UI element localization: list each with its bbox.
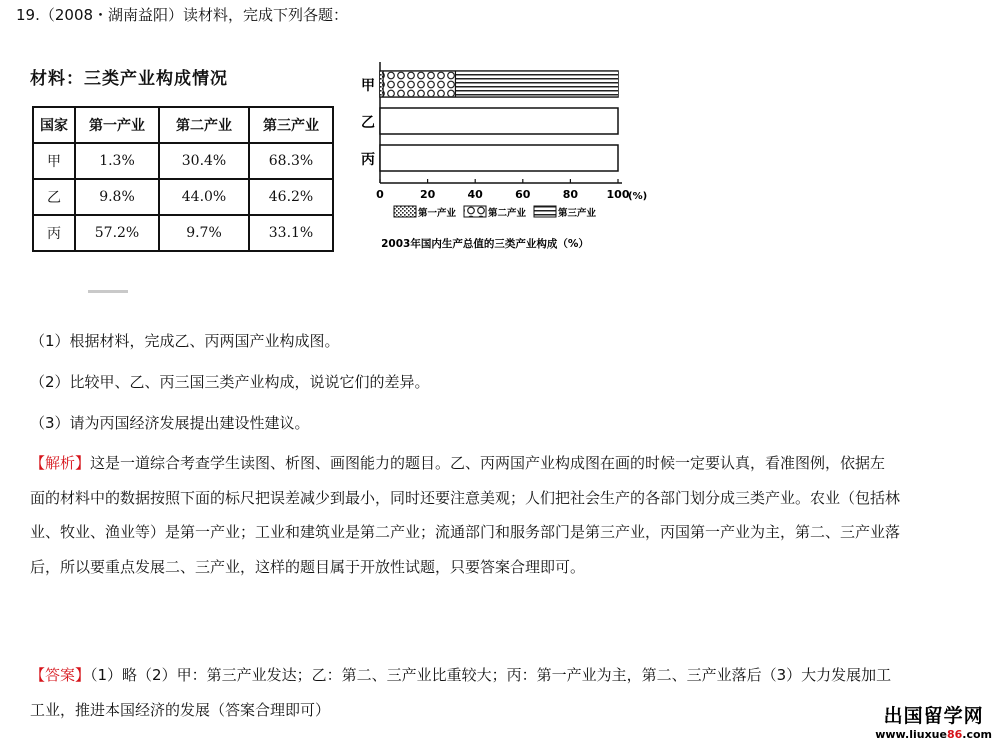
question-item: （3）请为丙国经济发展提出建设性建议。 (30, 414, 310, 432)
category-label: 丙 (361, 152, 375, 168)
question-item: （2）比较甲、乙、丙三国三类产业构成，说说它们的差异。 (30, 373, 430, 391)
answer-tag: 【答案】 (30, 666, 91, 684)
material-title: 材料：三类产业构成情况 (30, 69, 228, 89)
industry-table (32, 106, 334, 252)
table-header-row (33, 107, 333, 143)
x-tick-label: 20 (419, 188, 436, 201)
analysis-tag: 【解析】 (30, 454, 91, 472)
scan-smudge (88, 290, 128, 293)
x-axis-unit: (%) (628, 191, 648, 202)
site-watermark (875, 701, 992, 741)
bar-frame (380, 108, 618, 134)
table-cell: 甲 (33, 143, 75, 179)
table-cell: 57.2% (75, 215, 159, 251)
analysis-paragraph (30, 446, 900, 584)
answer-text: （1）略（2）甲：第三产业发达；乙：第二、三产业比重较大；丙：第一产业为主，第二、三产业落后（3）大力发展加工工业，推进本国经济的发展（答案合理即可） (30, 666, 892, 719)
table-header-cell: 国家 (33, 107, 75, 143)
x-tick-label: 80 (562, 188, 579, 201)
analysis-text: 这是一道综合考查学生读图、析图、画图能力的题目。乙、丙两国产业构成图在画的时候一定要认真，看准图例，依据左面的材料中的数据按照下面的标尺把误差减少到最小，同时还要注意美观；人们把社会生产的各部门划分成三类产业。农业（包括林业、牧业、渔业等）是第一产业；工业和建筑业是第二产业；流通部门和服务部门是第三产业，丙国第一产业为主，第二、三产业落后，所以要重点发展二、三产业，这样的题目属于开放性试题，只要答案合理即可。 (30, 454, 901, 576)
table-row (33, 143, 333, 179)
watermark-url: www.liuxue86.com (875, 728, 992, 741)
table-row (33, 215, 333, 251)
x-tick-label: 100 (606, 188, 630, 201)
legend-label: 第三产业 (558, 208, 597, 219)
legend-label: 第一产业 (418, 208, 457, 219)
legend-swatch (534, 206, 556, 217)
x-tick-label: 60 (515, 188, 531, 201)
chart-title: 2003年国内生产总值的三类产业构成（%） (381, 238, 589, 250)
question-item: （1）根据材料，完成乙、丙两国产业构成图。 (30, 332, 340, 350)
watermark-title: 出国留学网 (883, 705, 984, 727)
answer-paragraph (30, 658, 900, 727)
table-cell: 44.0% (159, 179, 249, 215)
table-cell: 33.1% (249, 215, 333, 251)
bar-segment (455, 72, 618, 97)
table-cell: 9.8% (75, 179, 159, 215)
legend-swatch (464, 206, 486, 217)
table-header-cell: 第三产业 (249, 107, 333, 143)
table-cell: 1.3% (75, 143, 159, 179)
bar-frame (380, 145, 618, 171)
category-label: 乙 (361, 115, 375, 131)
industry-structure-chart (356, 62, 656, 284)
bar-segment (383, 72, 455, 97)
legend-swatch (394, 206, 416, 217)
question-header: 19.（2008・湖南益阳）读材料，完成下列各题： (16, 6, 349, 24)
table-cell: 68.3% (249, 143, 333, 179)
table-header-cell: 第一产业 (75, 107, 159, 143)
table-row (33, 179, 333, 215)
table-cell: 9.7% (159, 215, 249, 251)
table-header-cell: 第二产业 (159, 107, 249, 143)
table-cell: 46.2% (249, 179, 333, 215)
category-label: 甲 (361, 78, 375, 94)
legend-label: 第二产业 (488, 208, 527, 219)
x-tick-label: 0 (376, 188, 384, 201)
table-cell: 乙 (33, 179, 75, 215)
table-cell: 30.4% (159, 143, 249, 179)
x-tick-label: 40 (467, 188, 483, 201)
table-cell: 丙 (33, 215, 75, 251)
